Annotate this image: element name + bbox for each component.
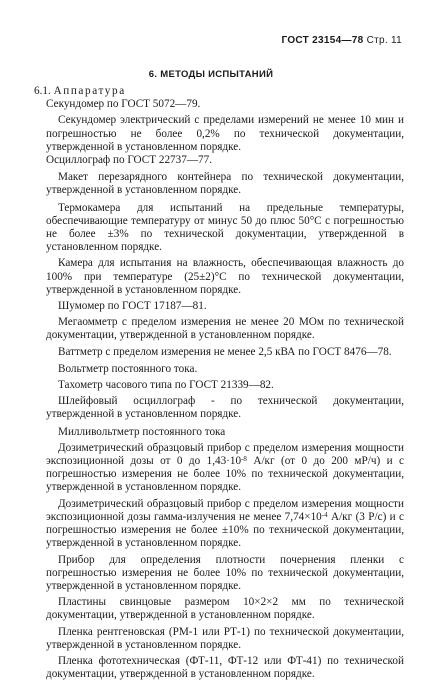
dosimeter-2-exponent: -4: [321, 510, 328, 519]
paragraph-humidity-chamber: Камера для испытания на влажность, обеспечивающая влажность до 100% при температуре (25±2)°С по технической документации, утвержденной в установленном порядке.: [46, 257, 404, 296]
subsection-number: 6.1.: [34, 85, 51, 97]
paragraph-dosimeter-2: [46, 498, 404, 551]
paragraph-stopwatch: Секундомер по ГОСТ 5072—79.: [46, 98, 201, 111]
paragraph-thermochamber: Термокамера для испытаний на предельные температуры, обеспечивающие температуру от минус 50 до плюс 50°С с погрешностью не более ±3% по технической документации, утвержденной в установленном порядке.: [46, 201, 404, 254]
paragraph-densitometer: Прибор для определения плотности почернения пленки с погрешностью измерения не более 10% по технической документации, утвержденной в установленном порядке.: [46, 553, 404, 592]
subsection-title: Аппаратура: [53, 85, 126, 97]
dosimeter-2-text-a: Дозиметрический образцовый прибор с пределом измерения мощности экспозиционной дозы гамма-излучения не менее 7,74×10: [46, 497, 404, 523]
section-title: 6. МЕТОДЫ ИСПЫТАНИЙ: [148, 69, 274, 80]
dosimeter-1-text-a: Дозиметрический образцовый прибор с пределом измерения мощности экспозиционной дозы от 0 до 1,43·10: [46, 441, 404, 468]
dosimeter-2-text-b: А/кг (3 Р/с) и с погрешностью измерения не более ±10% по технической документации, утвержденной в установленном порядке.: [46, 510, 404, 550]
body-text: [34, 85, 404, 681]
paragraph-wattmeter: Ваттметр с пределом измерения не менее 2,5 кВА по ГОСТ 8476—78.: [58, 345, 392, 358]
page-number: Стр. 11: [366, 35, 402, 46]
dosimeter-1-exponent: -8: [241, 455, 247, 464]
paragraph-megohmmeter: Мегаомметр с пределом измерения не менее 20 МОм по технической документации, утвержденной в установленном порядке.: [46, 316, 404, 342]
paragraph-tachometer: Тахометр часового типа по ГОСТ 21339—82.: [58, 379, 274, 392]
paragraph-oscillograph: Осциллограф по ГОСТ 22737—77.: [46, 154, 212, 167]
paragraph-dosimeter-1: [46, 442, 404, 495]
subsection-heading: [34, 85, 404, 98]
paragraph-lead-plates: Пластины свинцовые размером 10×2×2 мм по технической документации, утвержденной в установленном порядке.: [46, 596, 404, 622]
dosimeter-1-text-b: А/кг (от 0 до 200 мР/ч) и с погрешностью измерения не более 10% по технической документации, утвержденной в установленном порядке.: [46, 455, 404, 494]
paragraph-millivoltmeter: Милливольтметр постоянного тока: [58, 425, 226, 438]
running-header: [281, 35, 402, 46]
paragraph-loop-oscillograph: Шлейфовый осциллограф - по технической документации, утвержденной в установленном порядке.: [46, 395, 404, 421]
paragraph-voltmeter: Вольтметр постоянного тока.: [58, 362, 198, 375]
paragraph-xray-film: Пленка рентгеновская (РМ-1 или РТ-1) по технической документации, утвержденной в установленном порядке.: [46, 625, 404, 651]
paragraph-container-model: Макет перезарядного контейнера по технической документации, утвержденной в установленном порядке.: [46, 171, 404, 197]
paragraph-sound-meter: Шумомер по ГОСТ 17187—81.: [58, 300, 207, 313]
paragraph-electric-stopwatch: Секундомер электрический с пределами измерений не менее 10 мин и погрешностью не более 0,2% по технической документации, утвержденной в установленном порядке.: [46, 114, 404, 153]
standard-number: ГОСТ 23154—78: [281, 35, 364, 46]
paragraph-phototech-film: Пленка фототехническая (ФТ-11, ФТ-12 или ФТ-41) по технической документации, утвержденной в установленном порядке.: [46, 654, 404, 681]
